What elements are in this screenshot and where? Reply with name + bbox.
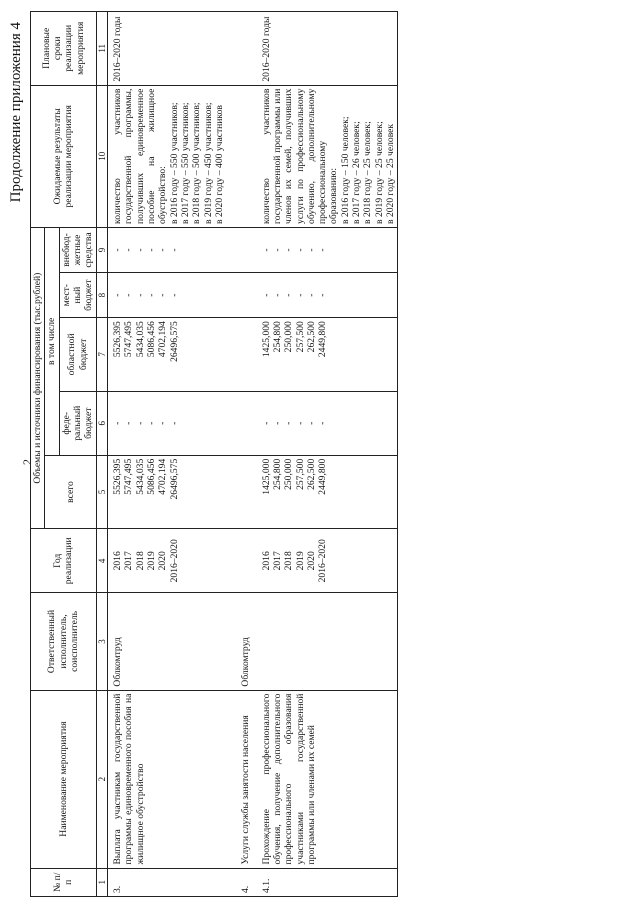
extra-value: - — [317, 248, 329, 252]
regional-value: 1425,000 — [260, 321, 272, 358]
federal-value: - — [271, 421, 283, 425]
row-results — [108, 85, 227, 227]
column-number: 9 — [96, 227, 108, 272]
local-value: - — [112, 293, 124, 297]
row-federal — [253, 391, 398, 455]
local-value: - — [305, 293, 317, 297]
federal-value: - — [305, 421, 317, 425]
federal-value: - — [123, 421, 135, 425]
year-value: 2018 — [283, 551, 295, 571]
result-line: в 2016 году – 150 человек; — [339, 116, 351, 224]
row-number: 4.1. — [253, 868, 398, 896]
empty-cell — [226, 227, 252, 272]
year-value: 2019 — [294, 551, 306, 571]
row-name: Услуги службы занятости населения — [226, 690, 252, 868]
regional-value: 254,800 — [271, 321, 283, 353]
result-line: в 2016 году – 550 участников; — [168, 102, 180, 224]
federal-value: - — [112, 421, 124, 425]
local-value: - — [271, 293, 283, 297]
row-extra — [253, 227, 398, 272]
local-value: - — [294, 293, 306, 297]
empty-cell — [226, 12, 252, 86]
extra-value: - — [305, 248, 317, 252]
total-value: 2449,800 — [317, 458, 329, 495]
result-line: в 2019 году – 450 участников; — [202, 102, 214, 224]
row-term: 2016–2020 годы — [108, 12, 227, 86]
year-value: 2020 — [157, 551, 169, 571]
header-executor: Ответственный исполнитель, соисполнитель — [31, 593, 97, 690]
result-line: в 2017 году – 26 человек; — [351, 121, 363, 224]
header-regional: областной бюджет — [59, 318, 96, 392]
result-line: в 2020 году – 25 человек — [385, 123, 397, 224]
year-value: 2017 — [123, 551, 135, 571]
header-federal: феде-ральный бюджет — [59, 391, 96, 455]
regional-value: 4702,194 — [157, 321, 169, 358]
total-value: 5086,456 — [146, 458, 158, 495]
row-years — [253, 529, 398, 593]
year-value: 2019 — [146, 551, 158, 571]
empty-cell — [226, 529, 252, 593]
header-extra: внебюд-жетные средства — [59, 227, 96, 272]
row-executor: Облкомтруд — [226, 593, 252, 690]
column-number: 11 — [96, 12, 108, 86]
extra-value: - — [294, 248, 306, 252]
empty-cell — [226, 273, 252, 318]
extra-value: - — [168, 248, 180, 252]
row-local — [108, 273, 227, 318]
result-line: в 2018 году – 25 человек; — [362, 121, 374, 224]
total-value: 5747,495 — [123, 458, 135, 495]
header-year: Год реализации — [31, 529, 97, 593]
column-number: 5 — [96, 455, 108, 529]
empty-cell — [226, 391, 252, 455]
column-number: 8 — [96, 273, 108, 318]
federal-value: - — [260, 421, 272, 425]
federal-value: - — [168, 421, 180, 425]
extra-value: - — [123, 248, 135, 252]
column-number: 6 — [96, 391, 108, 455]
row-executor: Облкомтруд — [108, 593, 227, 690]
table-row — [253, 12, 398, 897]
result-line: в 2017 году – 550 участников; — [180, 102, 192, 224]
total-value: 257,500 — [294, 458, 306, 490]
local-value: - — [317, 293, 329, 297]
column-number-row — [96, 12, 108, 897]
row-results — [253, 85, 398, 227]
local-value: - — [146, 293, 158, 297]
table-header — [31, 12, 108, 897]
year-value: 2016–2020 — [317, 539, 329, 583]
empty-cell — [226, 318, 252, 392]
row-local — [253, 273, 398, 318]
program-table — [30, 11, 398, 897]
local-value: - — [157, 293, 169, 297]
year-value: 2020 — [305, 551, 317, 571]
federal-value: - — [157, 421, 169, 425]
empty-cell — [226, 455, 252, 529]
regional-value: 26496,575 — [168, 321, 180, 362]
local-value: - — [168, 293, 180, 297]
result-line: в 2018 году – 500 участников; — [191, 102, 203, 224]
row-years — [108, 529, 227, 593]
row-executor — [253, 593, 398, 690]
column-number: 10 — [96, 85, 108, 227]
local-value: - — [283, 293, 295, 297]
header-results: Ожидаемые результаты реализации мероприятия — [31, 85, 97, 227]
federal-value: - — [146, 421, 158, 425]
table-row — [226, 12, 252, 897]
row-regional — [253, 318, 398, 392]
extra-value: - — [134, 248, 146, 252]
column-number: 1 — [96, 868, 108, 896]
header-term: Плановые сроки реализации мероприятия — [31, 12, 97, 86]
row-federal — [108, 391, 227, 455]
regional-value: 5434,035 — [134, 321, 146, 358]
header-num: № п/п — [31, 868, 97, 896]
year-value: 2016–2020 — [168, 539, 180, 583]
regional-value: 250,000 — [283, 321, 295, 353]
row-total — [253, 455, 398, 529]
extra-value: - — [112, 248, 124, 252]
local-value: - — [123, 293, 135, 297]
column-number: 2 — [96, 690, 108, 868]
year-value: 2018 — [134, 551, 146, 571]
total-value: 26496,575 — [168, 458, 180, 500]
regional-value: 2449,800 — [317, 321, 329, 358]
column-number: 7 — [96, 318, 108, 392]
header-local: мест-ный бюджет — [59, 273, 96, 318]
row-total — [108, 455, 227, 529]
appendix-title: Продолжение приложения 4 — [8, 22, 24, 203]
regional-value: 262,500 — [305, 321, 317, 353]
header-financing: Объемы и источники финансирования (тыс.рублей) — [31, 227, 45, 528]
header-including: в том числе — [45, 227, 59, 455]
column-number: 4 — [96, 529, 108, 593]
row-name: Прохождение профессионального обучения, получение дополнительного профессионального образования участниками государственной программы или членами их семей — [253, 690, 398, 868]
regional-value: 257,500 — [294, 321, 306, 353]
total-value: 254,800 — [271, 458, 283, 490]
local-value: - — [134, 293, 146, 297]
table-row — [108, 12, 227, 897]
header-name: Наименование мероприятия — [31, 690, 97, 868]
extra-value: - — [157, 248, 169, 252]
federal-value: - — [317, 421, 329, 425]
extra-value: - — [283, 248, 295, 252]
header-total: всего — [45, 455, 96, 529]
row-name: Выплата участникам государственной программы единовременного пособия на жилищное обустройство — [108, 690, 227, 868]
federal-value: - — [283, 421, 295, 425]
local-value: - — [260, 293, 272, 297]
row-extra — [108, 227, 227, 272]
total-value: 262,500 — [305, 458, 317, 490]
result-line: в 2020 году – 400 участников — [213, 105, 225, 224]
page-number: 2 — [20, 459, 34, 465]
column-number: 3 — [96, 593, 108, 690]
regional-value: 5086,456 — [146, 321, 158, 358]
extra-value: - — [146, 248, 158, 252]
federal-value: - — [134, 421, 146, 425]
year-value: 2017 — [271, 551, 283, 571]
year-value: 2016 — [112, 551, 124, 571]
result-line: количество участников государственной программы, получивших единовременное пособие на жилищное обустройство: — [112, 88, 169, 224]
row-term: 2016–2020 годы — [253, 12, 398, 86]
row-number: 3. — [108, 868, 227, 896]
total-value: 1425,000 — [260, 458, 272, 495]
total-value: 4702,194 — [157, 458, 169, 495]
total-value: 250,000 — [283, 458, 295, 490]
result-line: количество участников государственной программы или членов их семей, получивших услуги по профессиональному обучению, дополнительному профессиональному образованию: — [260, 88, 340, 224]
empty-cell — [226, 85, 252, 227]
regional-value: 5526,395 — [112, 321, 124, 358]
extra-value: - — [260, 248, 272, 252]
extra-value: - — [271, 248, 283, 252]
row-regional — [108, 318, 227, 392]
row-number: 4. — [226, 868, 252, 896]
regional-value: 5747,495 — [123, 321, 135, 358]
federal-value: - — [294, 421, 306, 425]
year-value: 2016 — [260, 551, 272, 571]
total-value: 5526,395 — [112, 458, 124, 495]
result-line: в 2019 году – 25 человек; — [373, 121, 385, 224]
total-value: 5434,035 — [134, 458, 146, 495]
